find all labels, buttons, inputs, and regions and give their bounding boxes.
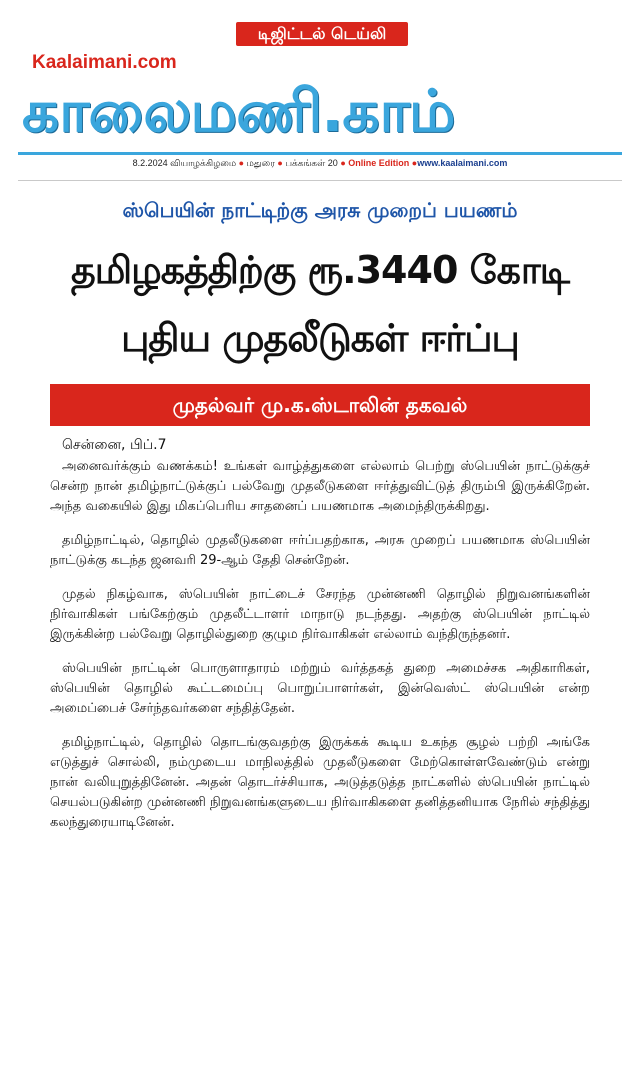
article-paragraph: தமிழ்நாட்டில், தொழில் முதலீடுகளை ஈர்ப்பதற்காக, அரசு முறைப் பயணமாக ஸ்பெயின் நாட்டுக்கு கடந்த ஜனவரி 29-ஆம் தேதி சென்றேன். [50,533,590,568]
headline-line-1: தமிழகத்திற்கு ரூ.3440 கோடி [70,248,569,292]
site-name[interactable]: Kaalaimani.com [32,52,177,73]
dateline: சென்னை, பிப்.7 [62,437,167,453]
issue-city: மதுரை [246,158,275,168]
edition-info-line [0,158,640,170]
newspaper-logo: காலைமணி.காம் [22,77,455,145]
bullet-icon: ● [238,158,245,168]
article-paragraph: ஸ்பெயின் நாட்டின் பொருளாதாரம் மற்றும் வர்த்தகத் துறை அமைச்சக அதிகாரிகள், ஸ்பெயின் தொழில் கூட்டமைப்பு பொறுப்பாளர்கள், இன்வெஸ்ட் ஸ்பெயின் என்ற அமைப்பைச் சேர்ந்தவர்களை சந்தித்தேன். [50,661,590,716]
masthead-rule [18,152,622,155]
story-kicker: ஸ்பெயின் நாட்டிற்கு அரசு முறைப் பயணம் [122,198,518,222]
byline-banner: முதல்வர் மு.க.ஸ்டாலின் தகவல் [50,384,590,426]
edition-label: Online Edition [348,158,410,168]
divider [18,180,622,181]
bullet-icon: ● [277,158,283,168]
article-paragraph: அனைவர்க்கும் வணக்கம்! உங்கள் வாழ்த்துகளை எல்லாம் பெற்று ஸ்பெயின் நாட்டுக்குச் சென்ற நான் தமிழ்நாட்டுக்குப் பல்வேறு முதலீடுகளை ஈர்த்துவிட்டுத் திரும்பி இருக்கிறேன். அந்த வகையில் இது மிகப்பெரிய சாதனைப் பயணமாக அமைந்திருக்கிறது. [50,459,590,514]
digital-daily-tag: டிஜிட்டல் டெய்லி [236,22,408,46]
bullet-icon: ● [340,158,346,168]
article-paragraph: தமிழ்நாட்டில், தொழில் தொடங்குவதற்கு இருக்கக் கூடிய உகந்த சூழல் பற்றி அங்கே எடுத்துச் சொல்லி, நம்முடைய மாநிலத்தில் முதலீடுகளை மேற்கொள்ளவேண்டும் என்று நான் வலியுறுத்தினேன். அதன் தொடர்ச்சியாக, அடுத்தடுத்த நாட்களில் ஸ்பெயின் நாட்டில் செயல்படுகின்ற முன்னணி நிறுவனங்களுடைய நிர்வாகிகளை தனித்தனியாக நேரில் சந்தித்து கலந்துரையாடினேன். [50,735,590,830]
issue-date: 8.2.2024 வியாழக்கிழமை [132,158,237,168]
article-paragraph: முதல் நிகழ்வாக, ஸ்பெயின் நாட்டைச் சேரந்த முன்னணி தொழில் நிறுவனங்களின் நிர்வாகிகள் பங்கேற்கும் முதலீட்டாளர் மாநாடு நடந்தது. அதற்கு ஸ்பெயின் நாட்டில் இருக்கின்ற பல்வேறு தொழில்துறை குழும நிர்வாகிகள் எல்லாம் வந்திருந்தனர். [50,587,590,642]
masthead [0,0,640,168]
article-body [50,435,590,847]
page-count: பக்கங்கள் 20 [285,158,338,168]
bullet-icon: ● [411,158,418,168]
website-link[interactable]: www.kaalaimani.com [417,158,508,168]
headline-line-2: புதிய முதலீடுகள் ஈர்ப்பு [121,316,519,360]
